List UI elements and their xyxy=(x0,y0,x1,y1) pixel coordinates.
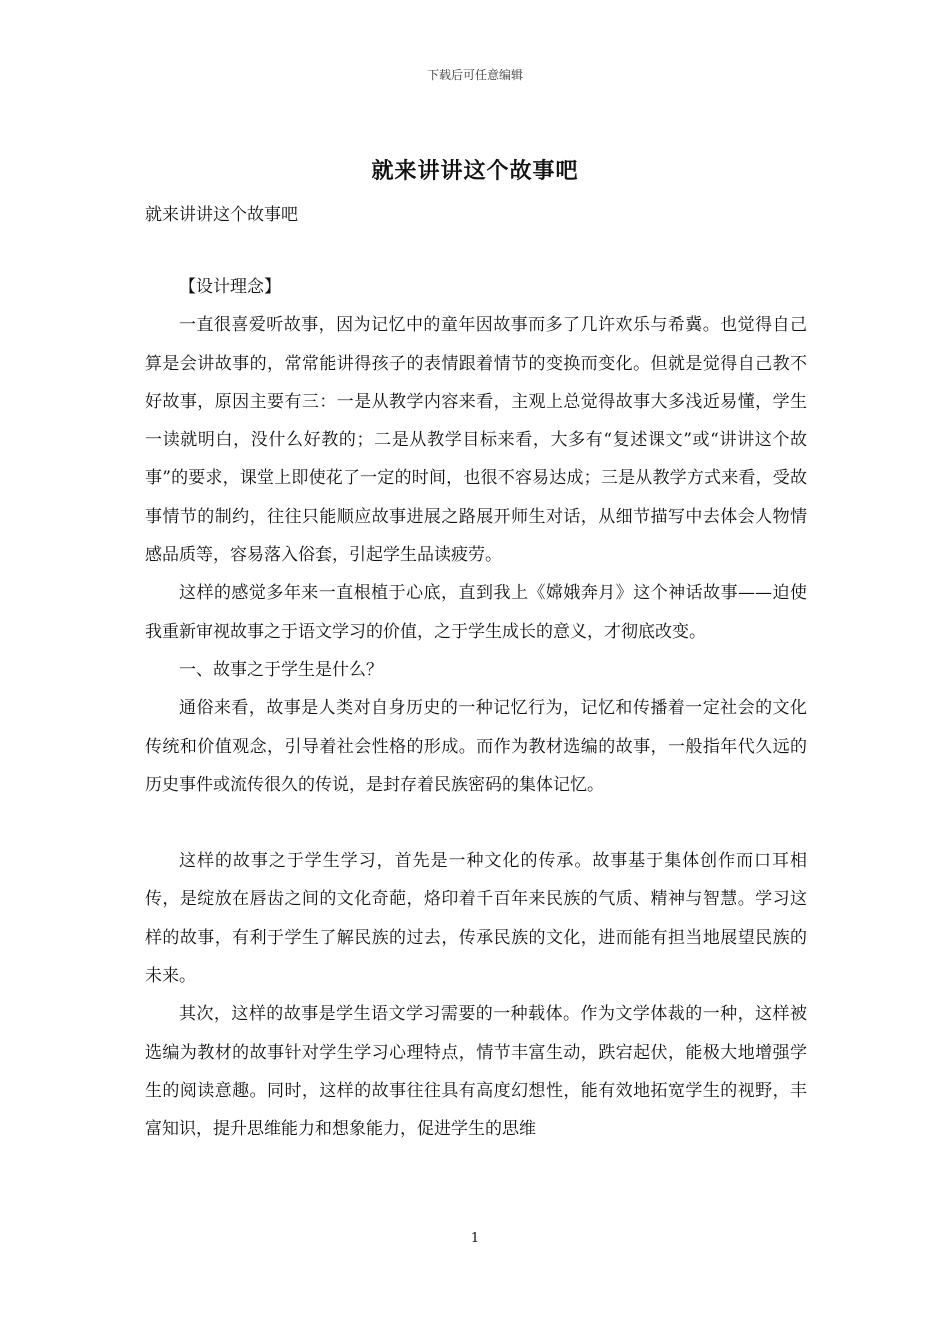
document-title: 就来讲讲这个故事吧 xyxy=(371,158,579,184)
section-heading-one: 一、故事之于学生是什么？ xyxy=(179,659,383,680)
paragraph: 一直很喜爱听故事，因为记忆中的童年因故事而多了几许欢乐与希冀。也觉得自己算是会讲故事的，常常能讲得孩子的表情跟着情节的变换而变化。但就是觉得自己教不好故事，原因主要有三：一是从教学内容来看，主观上总觉得故事大多浅近易懂，学生一读就明白，没什么好教的；二是从教学目标来看，大多有“复述课文”或“讲讲这个故事”的要求，课堂上即使花了一定的时间，也很不容易达成；三是从教学方式来看，受故事情节的制约，往往只能顺应故事进展之路展开师生对话，从细节描写中去体会人物情感品质等，容易落入俗套，引起学生品读疲劳。 xyxy=(145,315,807,566)
page-number: 1 xyxy=(470,1231,480,1246)
page-header-note: 下载后可任意编辑 xyxy=(426,68,523,82)
paragraph: 其次，这样的故事是学生语文学习需要的一种载体。作为文学体裁的一种，这样被选编为教材的故事针对学生学习心理特点，情节丰富生动，跌宕起伏，能极大地增强学生的阅读意趣。同时，这样的故事往往具有高度幻想性，能有效地拓宽学生的视野，丰富知识，提升思维能力和想象能力，促进学生的思维 xyxy=(145,1004,807,1140)
paragraph: 通俗来看，故事是人类对自身历史的一种记忆行为，记忆和传播着一定社会的文化传统和价值观念，引导着社会性格的形成。而作为教材选编的故事，一般指年代久远的历史事件或流传很久的传说，是封存着民族密码的集体记忆。 xyxy=(145,698,807,795)
document-body xyxy=(145,268,807,1149)
section-heading-design: 【设计理念】 xyxy=(179,277,281,297)
document-subtitle: 就来讲讲这个故事吧 xyxy=(145,205,298,225)
paragraph: 这样的感觉多年来一直根植于心底，直到我上《嫦娥奔月》这个神话故事——迫使我重新审视故事之于语文学习的价值，之于学生成长的意义，才彻底改变。 xyxy=(145,583,807,642)
paragraph: 这样的故事之于学生学习，首先是一种文化的传承。故事基于集体创作而口耳相传，是绽放在唇齿之间的文化奇葩，烙印着千百年来民族的气质、精神与智慧。学习这样的故事，有利于学生了解民族的过去，传承民族的文化，进而能有担当地展望民族的未来。 xyxy=(145,851,807,987)
